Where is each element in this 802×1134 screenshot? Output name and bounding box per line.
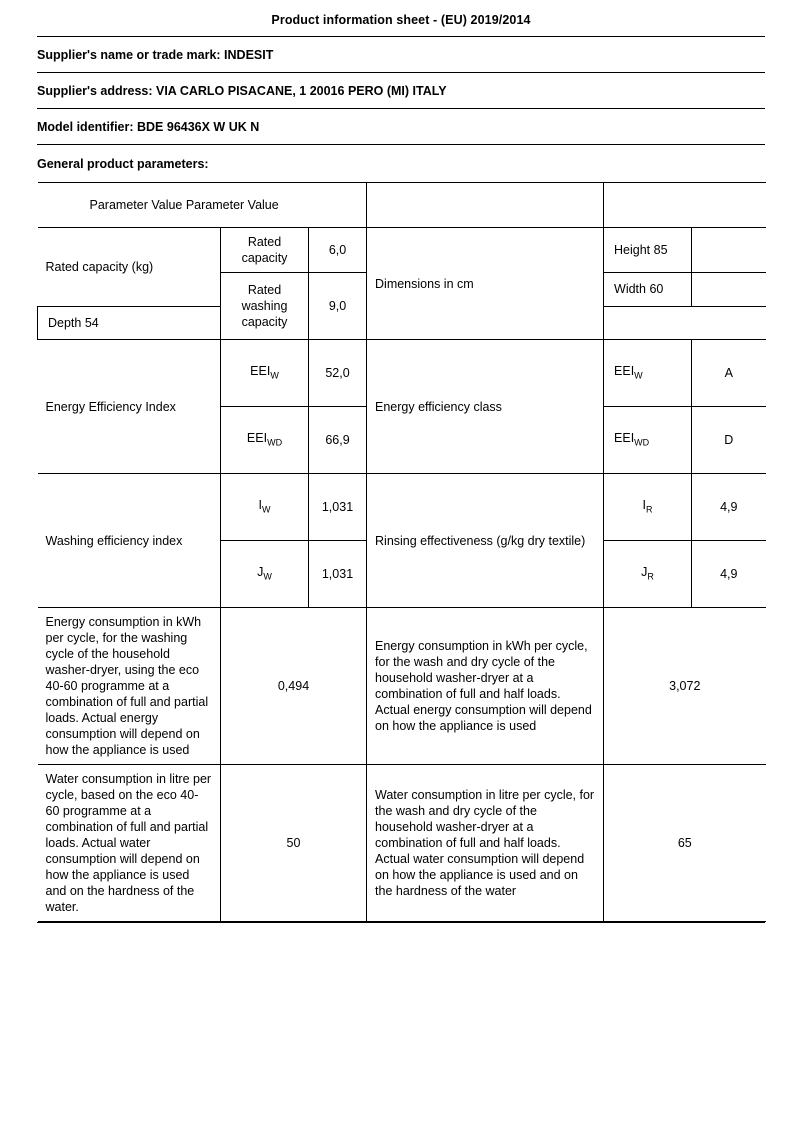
supplier-name-row: Supplier's name or trade mark: INDESIT	[37, 48, 274, 62]
ir-subscript: R	[646, 504, 653, 515]
energy-consumption-washdry-label: Energy consumption in kWh per cycle, for the wash and dry cycle of the household washer-dryer at a combination of full and half loads. Actual energy consumption will depend on how the appliance is used	[367, 608, 604, 765]
washing-efficiency-index-label: Washing efficiency index	[38, 474, 221, 608]
eec-wd-name-text: EEI	[614, 431, 635, 446]
table-row	[38, 228, 766, 273]
jr-value: 4,9	[692, 541, 766, 608]
energy-efficiency-index-label: Energy Efficiency Index	[38, 340, 221, 474]
dimensions-depth-value	[604, 306, 692, 340]
rated-washing-capacity-sub: Rated washing capacity	[221, 273, 309, 340]
eec-w-name-text: EEI	[614, 364, 635, 379]
jw-name-text: J	[257, 565, 264, 580]
water-consumption-washdry-value: 65	[604, 765, 766, 922]
dimensions-height: Height 85	[604, 228, 692, 273]
page-title: Product information sheet - (EU) 2019/2014	[271, 13, 531, 27]
rinsing-effectiveness-label: Rinsing effectiveness (g/kg dry textile)	[367, 474, 604, 608]
dimensions-width: Width 60	[604, 273, 692, 307]
ir-value: 4,9	[692, 474, 766, 541]
table-header-spacer-2	[604, 183, 766, 228]
eec-wd-value: D	[692, 407, 766, 474]
iw-name-text: I	[258, 498, 262, 513]
dimensions-label: Dimensions in cm	[367, 228, 604, 340]
eei-w-value: 52,0	[309, 340, 367, 407]
water-consumption-wash-value: 50	[221, 765, 367, 922]
iw-value: 1,031	[309, 474, 367, 541]
rated-washing-capacity-value: 9,0	[309, 273, 367, 340]
model-identifier-row: Model identifier: BDE 96436X W UK N	[37, 120, 260, 134]
energy-consumption-wash-value: 0,494	[221, 608, 367, 765]
ir-name	[604, 474, 692, 541]
divider-bottom	[37, 922, 765, 923]
jw-subscript: W	[263, 571, 272, 582]
general-parameters-label: General product parameters:	[37, 157, 209, 171]
eec-wd-name	[604, 407, 692, 474]
rated-capacity-label: Rated capacity (kg)	[38, 228, 221, 307]
energy-consumption-washdry-value: 3,072	[604, 608, 766, 765]
eec-wd-subscript: WD	[634, 437, 650, 448]
eei-wd-subscript: WD	[267, 437, 283, 448]
eei-w-name	[221, 340, 309, 407]
iw-name	[221, 474, 309, 541]
jr-name	[604, 541, 692, 608]
supplier-address-row: Supplier's address: VIA CARLO PISACANE, 1 20016 PERO (MI) ITALY	[37, 84, 447, 98]
table-row	[38, 765, 766, 922]
eec-w-name	[604, 340, 692, 407]
iw-subscript: W	[261, 504, 271, 515]
jr-name-text: J	[641, 565, 648, 580]
table-header-spacer-1	[367, 183, 604, 228]
table-header-row	[38, 183, 766, 228]
energy-efficiency-class-label: Energy efficiency class	[367, 340, 604, 474]
ir-name-text: I	[642, 498, 646, 513]
energy-consumption-wash-label: Energy consumption in kWh per cycle, for the washing cycle of the household washer-dryer, using the eco 40-60 programme at a combination of full and partial loads. Actual energy consumption will depend on how the appliance is used	[38, 608, 221, 765]
eec-w-value: A	[692, 340, 766, 407]
dimensions-height-value	[692, 228, 766, 273]
eec-w-subscript: W	[634, 370, 643, 381]
eei-wd-value: 66,9	[309, 407, 367, 474]
eei-wd-name-text: EEI	[246, 431, 268, 446]
jw-name	[221, 541, 309, 608]
product-parameters-table	[37, 182, 766, 922]
eei-w-subscript: W	[270, 370, 279, 381]
jr-subscript: R	[647, 571, 654, 582]
eei-w-name-text: EEI	[250, 364, 271, 379]
table-row	[38, 474, 766, 541]
jw-value: 1,031	[309, 541, 367, 608]
rated-capacity-sub1: Rated capacity	[221, 228, 309, 273]
rated-capacity-value1: 6,0	[309, 228, 367, 273]
table-row	[38, 340, 766, 407]
eei-wd-name	[221, 407, 309, 474]
water-consumption-wash-label: Water consumption in litre per cycle, based on the eco 40-60 programme at a combination of full and partial loads. Actual water consumption will depend on how the appliance is used and on the hardness of the water.	[38, 765, 221, 922]
table-row	[38, 608, 766, 765]
table-header-label: Parameter Value Parameter Value	[38, 183, 367, 228]
water-consumption-washdry-label: Water consumption in litre per cycle, for the wash and dry cycle of the household washer-dryer at a combination of full and half loads. Actual water consumption will depend on how the appliance is used and on the hardness of the water	[367, 765, 604, 922]
dimensions-depth: Depth 54	[38, 306, 221, 340]
dimensions-width-value	[692, 273, 766, 307]
